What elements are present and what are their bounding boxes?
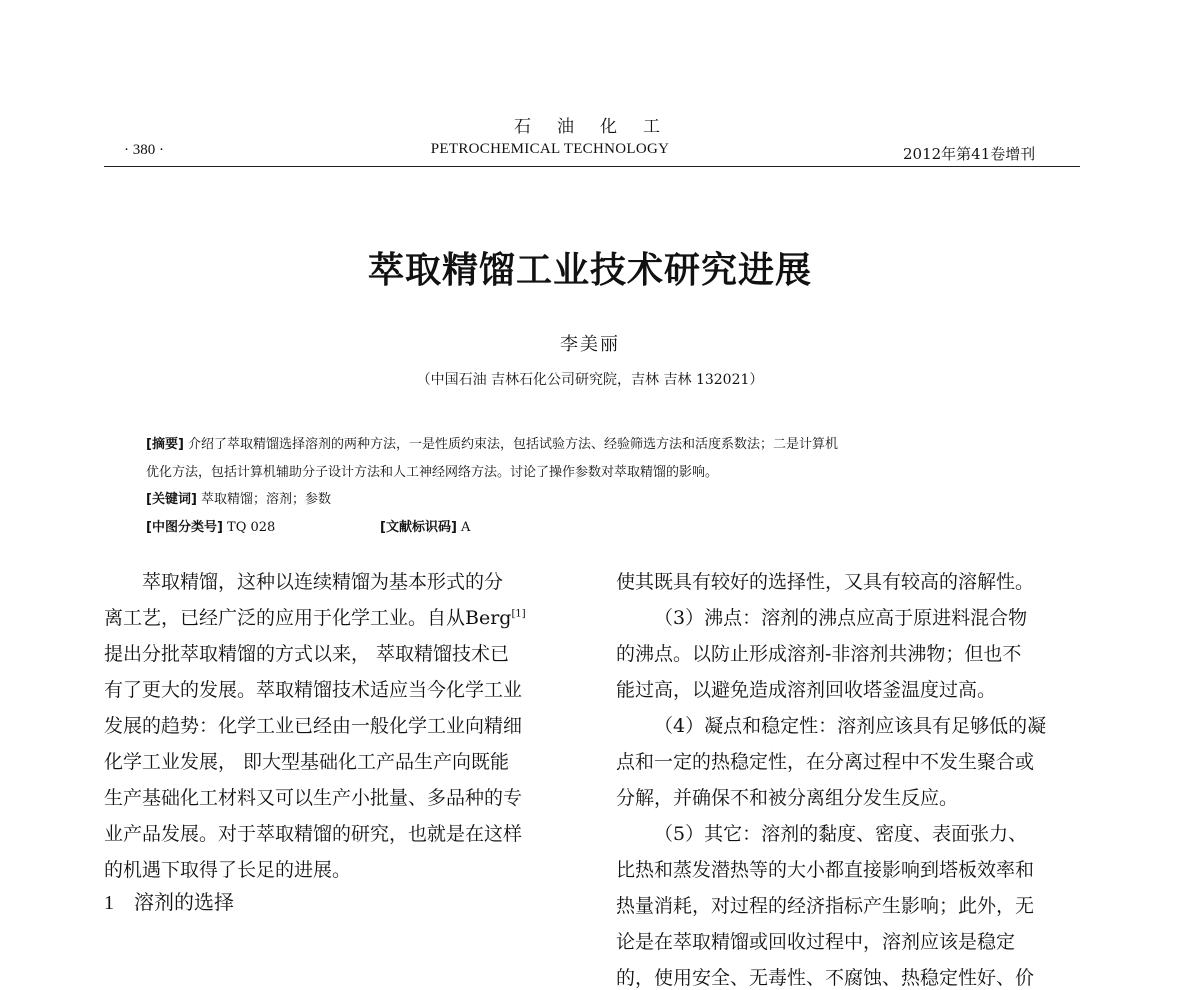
body-left-line-9: 的机遇下取得了长足的进展。	[104, 859, 352, 881]
document-code-value: A	[461, 520, 471, 535]
keywords-text: 萃取精馏；溶剂；参数	[201, 492, 332, 507]
body-left-line-8: 业产品发展。对于萃取精馏的研究，也就是在这样	[104, 823, 523, 845]
document-code-line	[380, 516, 470, 535]
body-left-line-2	[104, 603, 526, 630]
body-left-line-4: 有了更大的发展。萃取精馏技术适应当今化学工业	[104, 679, 523, 701]
journal-name-en: PETROCHEMICAL TECHNOLOGY	[430, 141, 670, 157]
body-right-line-8: （5）其它：溶剂的黏度、密度、表面张力、	[654, 823, 1028, 845]
body-right-line-7: 分解，并确保不和被分离组分发生反应。	[616, 787, 959, 809]
body-right-line-2: （3）沸点：溶剂的沸点应高于原进料混合物	[654, 607, 1028, 629]
classification-value: TQ 028	[227, 520, 276, 535]
page-number: · 380 ·	[124, 142, 164, 158]
issue-info: 2012年第41卷增刊	[903, 145, 1036, 163]
body-right-line-9: 比热和蒸发潜热等的大小都直接影响到塔板效率和	[616, 859, 1035, 881]
body-left-line-1: 萃取精馏，这种以连续精馏为基本形式的分	[142, 571, 504, 593]
author-affiliation: （中国石油 吉林石化公司研究院，吉林 吉林 132021）	[416, 372, 764, 388]
body-right-line-10: 热量消耗，对过程的经济指标产生影响；此外，无	[616, 895, 1035, 917]
body-right-line-4: 能过高，以避免造成溶剂回收塔釜温度过高。	[616, 679, 997, 701]
abstract-label: [摘要]	[146, 437, 184, 452]
body-left-line-7: 生产基础化工材料又可以生产小批量、多品种的专	[104, 787, 523, 809]
body-right-line-3: 的沸点。以防止形成溶剂-非溶剂共沸物；但也不	[616, 643, 1022, 665]
body-right-line-6: 点和一定的热稳定性，在分离过程中不发生聚合或	[616, 751, 1035, 773]
header-rule	[104, 166, 1080, 167]
section-number: 1	[104, 892, 114, 914]
citation-superscript: [1]	[511, 608, 526, 620]
classification-label: [中图分类号]	[146, 520, 223, 535]
abstract-line-2: 优化方法，包括计算机辅助分子设计方法和人工神经网络方法。讨论了操作参数对萃取精馏的影响。	[146, 465, 719, 480]
body-right-line-5: （4）凝点和稳定性：溶剂应该具有足够低的凝	[654, 715, 1047, 737]
body-left-line-2-text: 离工艺，已经广泛的应用于化学工业。自从Berg	[104, 607, 512, 629]
section-title: 溶剂的选择	[134, 890, 234, 914]
classification-line	[146, 516, 275, 535]
body-right-line-12: 的，使用安全、无毒性、不腐蚀、热稳定性好、价	[616, 967, 1035, 989]
abstract-line-1	[146, 433, 838, 452]
journal-name-cn: 石油化工	[514, 117, 686, 137]
body-right-line-11: 论是在萃取精馏或回收过程中，溶剂应该是稳定	[616, 931, 1016, 953]
document-code-label: [文献标识码]	[380, 520, 457, 535]
body-left-line-3: 提出分批萃取精馏的方式以来， 萃取精馏技术已	[104, 643, 510, 665]
body-left-line-5: 发展的趋势：化学工业已经由一般化学工业向精细	[104, 715, 523, 737]
body-left-line-6: 化学工业发展， 即大型基础化工产品生产向既能	[104, 751, 510, 773]
article-title: 萃取精馏工业技术研究进展	[367, 250, 812, 291]
abstract-text-1: 介绍了萃取精馏选择溶剂的两种方法，一是性质约束法，包括试验方法、经验筛选方法和活度系数法；二是计算机	[188, 437, 839, 452]
keywords-label: [关键词]	[146, 492, 197, 507]
keywords-line	[146, 488, 331, 507]
section-heading	[104, 886, 234, 915]
author-name: 李美丽	[560, 334, 620, 355]
body-right-line-1: 使其既具有较好的选择性，又具有较高的溶解性。	[616, 571, 1035, 593]
